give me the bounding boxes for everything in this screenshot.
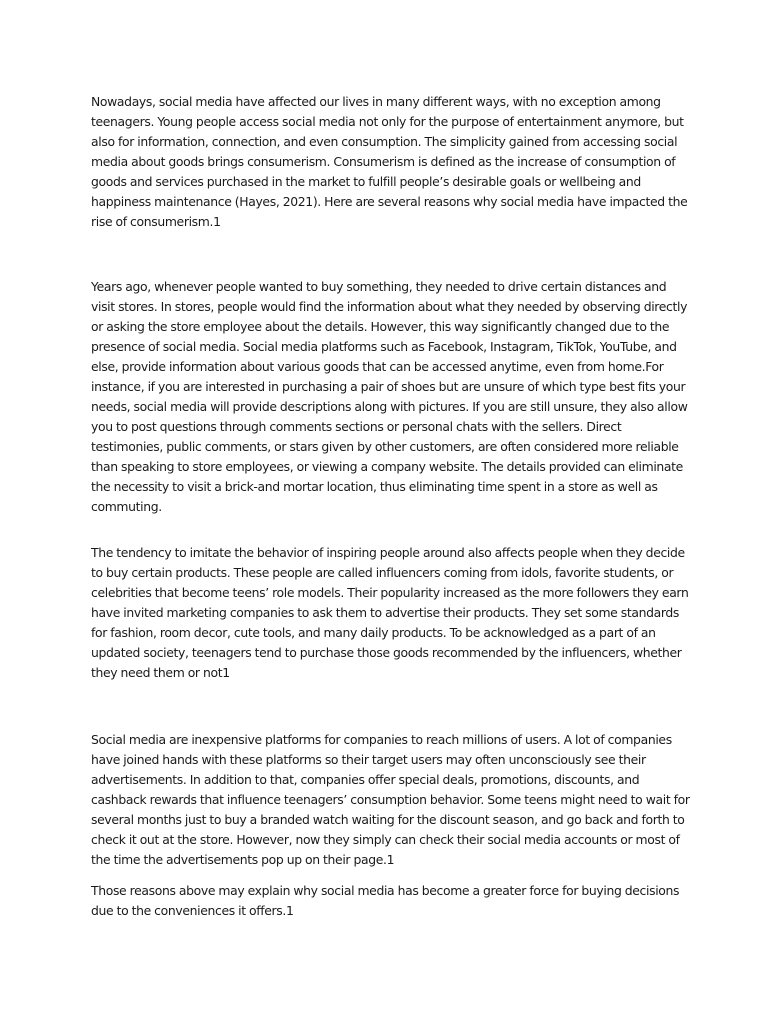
paragraph-information-access: Years ago, whenever people wanted to buy something, they needed to drive certain distances and visit stores. In stores, people would find the information about what they needed by observing directly or asking the store employee about the details. However, this way significantly changed due to the presence of social media. Social media platforms such as Facebook, Instagram, TikTok, YouTube, and else, provide information about various goods that can be accessed anytime, even from home.For instance, if you are interested in purchasing a pair of shoes but are unsure of which type best fits your needs, social media will provide descriptions along with pictures. If you are still unsure, they also allow you to post questions through comments sections or personal chats with the sellers. Direct testimonies, public comments, or stars given by other customers, are often considered more reliable than speaking to store employees, or viewing a company website. The details provided can eliminate the necessity to visit a brick-and mortar location, thus eliminating time spent in a store as well as commuting.	[91, 279, 688, 514]
paragraph-advertising: Social media are inexpensive platforms for companies to reach millions of users. A lot of companies have joined hands with these platforms so their target users may often unconsciously see their advertisements. In addition to that, companies offer special deals, promotions, discounts, and cashback rewards that influence teenagers’ consumption behavior. Some teens might need to wait for several months just to buy a branded watch waiting for the discount season, and go back and forth to check it out at the store. However, now they simply can check their social media accounts or most of the time the advertisements pop up on their page.1	[91, 732, 690, 867]
paragraph-influencers: The tendency to imitate the behavior of inspiring people around also affects people when they decide to buy certain products. These people are called influencers coming from idols, favorite students, or celebrities that become teens’ role models. Their popularity increased as the more followers they earn have invited marketing companies to ask them to advertise their products. They set some standards for fashion, room decor, cute tools, and many daily products. To be acknowledged as a part of an updated society, teenagers tend to purchase those goods recommended by the influencers, whether they need them or not1	[91, 545, 689, 680]
paragraph-conclusion: Those reasons above may explain why social media has become a greater force for buying decisions due to the conveniences it offers.1	[91, 883, 680, 918]
paragraph-intro: Nowadays, social media have affected our lives in many different ways, with no exception among teenagers. Young people access social media not only for the purpose of entertainment anymore, but also for information, connection, and even consumption. The simplicity gained from accessing social media about goods brings consumerism. Consumerism is defined as the increase of consumption of goods and services purchased in the market to fulfill people’s desirable goals or wellbeing and happiness maintenance (Hayes, 2021). Here are several reasons why social media have impacted the rise of consumerism.1	[91, 94, 688, 229]
